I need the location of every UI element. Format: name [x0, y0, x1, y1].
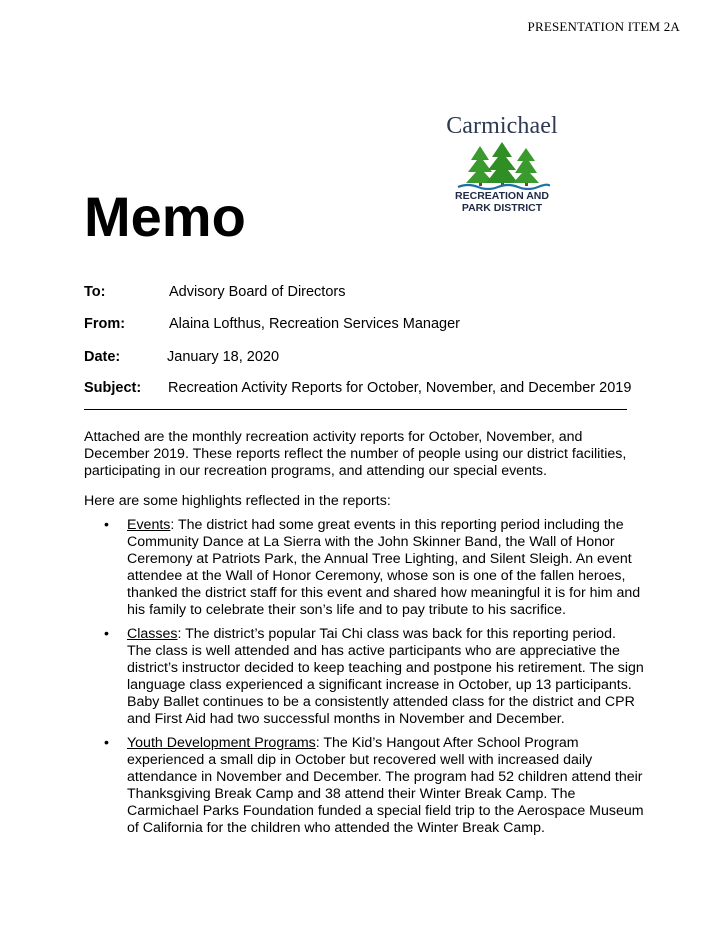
logo-name: Carmichael	[446, 113, 558, 139]
to-value: Advisory Board of Directors	[169, 284, 346, 300]
presentation-item-tag: PRESENTATION ITEM 2A	[527, 19, 680, 34]
list-item	[84, 735, 644, 837]
header-divider	[84, 409, 627, 410]
subject-value: Recreation Activity Reports for October, November, and December 2019	[168, 380, 632, 396]
from-label: From:	[84, 316, 126, 332]
highlights-lead: Here are some highlights reflected in the reports:	[84, 493, 391, 509]
pine-trees-icon	[454, 140, 550, 190]
from-value: Alaina Lofthus, Recreation Services Manager	[169, 316, 460, 332]
intro-paragraph: Attached are the monthly recreation activity reports for October, November, and December 2019. These reports reflect the number of people using our district facilities, participating in our recreation programs, and attending our special events.	[84, 429, 627, 479]
list-item	[84, 517, 644, 619]
bullet-heading: Youth Development Programs	[127, 735, 316, 751]
bullet-text: : The district’s popular Tai Chi class was back for this reporting period. The class is well attended and has active participants who are appreciative the district’s instructor decided to keep teaching and postpone his retirement. The sign language class experienced a significant increase in October, up 13 participants. Baby Ballet continues to be a consistently attended class for the district and CPR and First Aid had two successful months in November and December.	[127, 626, 644, 727]
highlights-list	[84, 517, 644, 844]
bullet-text: : The Kid’s Hangout After School Program experienced a small dip in October but recovered well with increased daily attendance in November and December. The program had 52 children attend their Thanksgiving Break Camp and 38 attend their Winter Break Camp. The Carmichael Parks Foundation funded a special field trip to the Aerospace Museum of California for the children who attended the Winter Break Camp.	[127, 735, 644, 836]
logo-subtitle-line-1: RECREATION AND	[455, 190, 549, 202]
bullet-text: : The district had some great events in this reporting period including the Community Dance at La Sierra with the John Skinner Band, the Wall of Honor Ceremony at Patriots Park, the Annual Tree Lighting, and Silent Sleigh. An event attendee at the Wall of Honor Ceremony, whose son is one of the fallen heroes, thanked the district staff for this event and shared how meaningful it is for him and his family to celebrate their son’s life and to pay tribute to his sacrifice.	[127, 517, 641, 618]
district-logo	[432, 112, 572, 216]
subject-label: Subject:	[84, 380, 142, 396]
date-label: Date:	[84, 349, 121, 365]
bullet-icon: •	[104, 517, 109, 533]
bullet-icon: •	[104, 626, 109, 642]
to-label: To:	[84, 284, 106, 300]
bullet-heading: Events	[127, 517, 171, 533]
date-value: January 18, 2020	[167, 349, 280, 365]
logo-subtitle-line-2: PARK DISTRICT	[461, 202, 543, 214]
list-item	[84, 626, 644, 728]
bullet-heading: Classes	[127, 626, 178, 642]
bullet-icon: •	[104, 735, 109, 751]
memo-title: Memo	[84, 185, 246, 248]
